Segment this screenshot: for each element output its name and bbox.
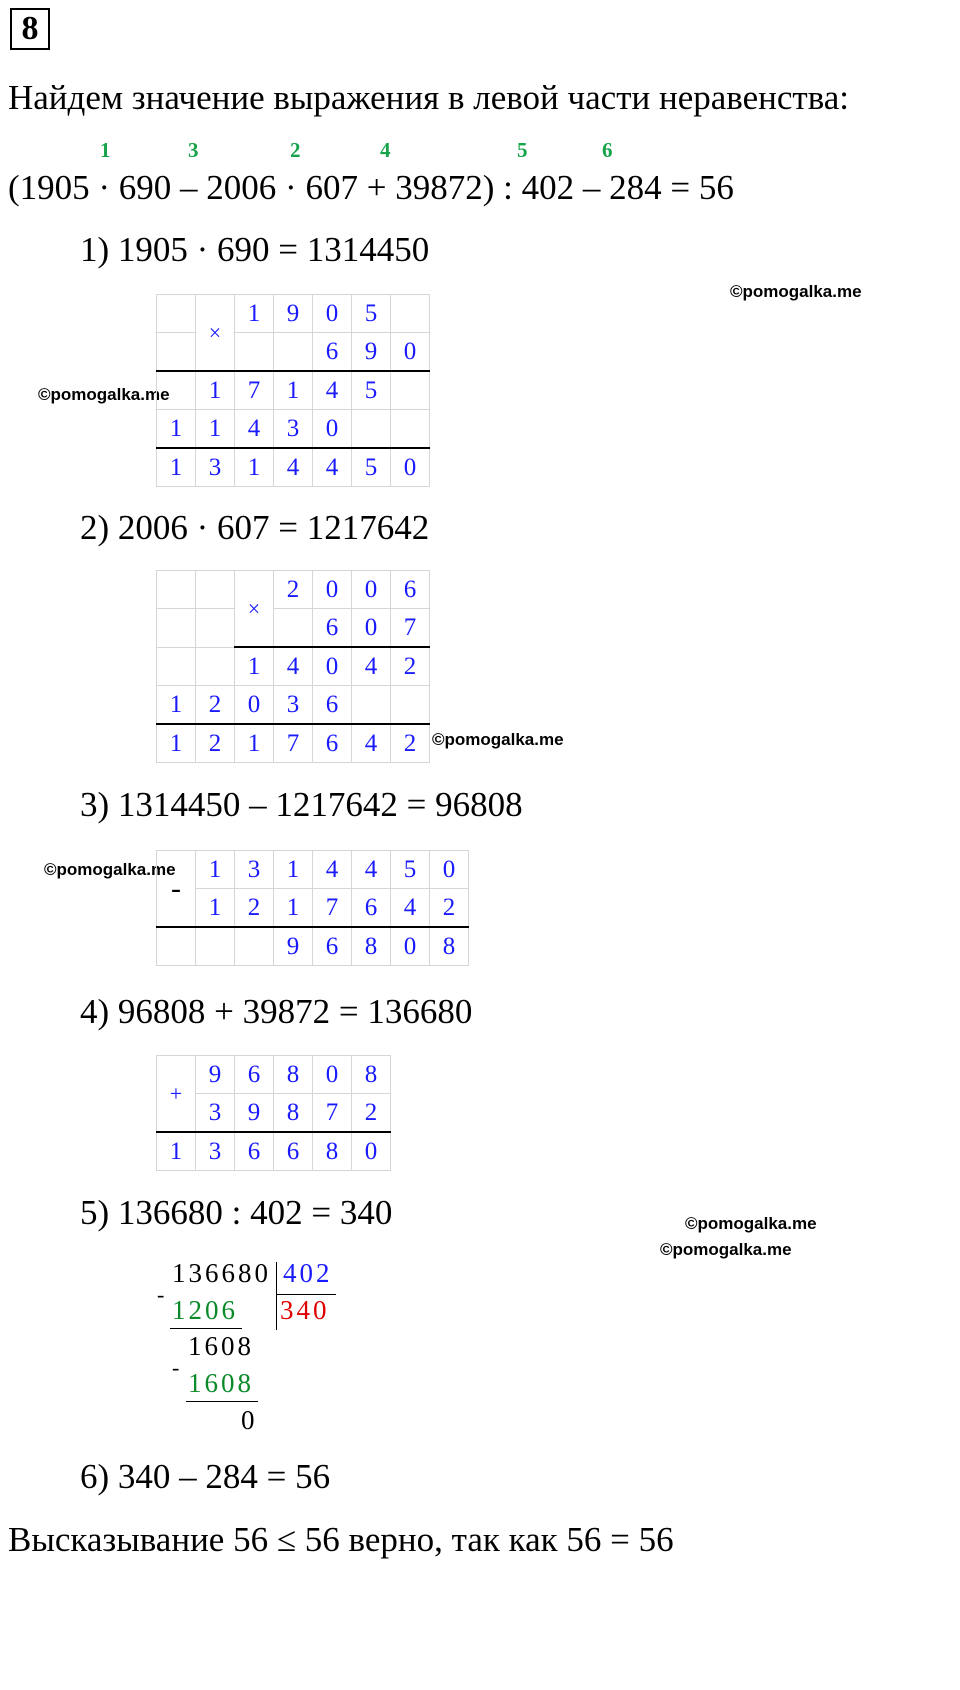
minus-sign: - — [157, 851, 196, 928]
grid-cell: 1 — [196, 851, 235, 889]
grid-cell: 1 — [274, 851, 313, 889]
grid-cell — [391, 686, 430, 725]
step-1: 1) 1905 · 690 = 1314450 — [80, 230, 430, 269]
watermark: ©pomogalka.me — [660, 1240, 792, 1259]
grid-cell: 1 — [157, 1132, 196, 1171]
grid-cell: 1 — [235, 448, 274, 487]
division-remainder: 0 — [241, 1405, 258, 1435]
division-minus: - — [172, 1355, 183, 1380]
grid-cell: 4 — [391, 889, 430, 928]
grid-cell — [157, 333, 196, 372]
addition-grid — [156, 1055, 391, 1171]
grid-cell — [274, 333, 313, 372]
grid-cell — [157, 371, 196, 410]
grid-cell: 6 — [313, 724, 352, 763]
step-4: 4) 96808 + 39872 = 136680 — [80, 992, 473, 1031]
grid-cell — [157, 927, 196, 966]
order-mark-5: 5 — [517, 138, 528, 162]
grid-cell: 9 — [352, 333, 391, 372]
grid-cell: 4 — [274, 448, 313, 487]
grid-cell: 1 — [157, 448, 196, 487]
grid-cell: 2 — [196, 686, 235, 725]
grid-cell: 1 — [196, 410, 235, 449]
grid-cell: 8 — [274, 1056, 313, 1094]
grid-cell: 0 — [235, 686, 274, 725]
grid-cell: 9 — [196, 1056, 235, 1094]
step-2: 2) 2006 · 607 = 1217642 — [80, 508, 430, 547]
subtraction-grid — [156, 850, 469, 966]
main-expression: (1905 · 690 – 2006 · 607 + 39872) : 402 – 284 = 56 — [8, 168, 734, 207]
grid-cell: 7 — [313, 889, 352, 928]
grid-cell: 6 — [274, 1132, 313, 1171]
grid-cell — [391, 295, 430, 333]
multiplication-grid-2 — [156, 570, 430, 763]
order-mark-2: 2 — [290, 138, 301, 162]
grid-cell: 6 — [235, 1132, 274, 1171]
grid-cell: 1 — [274, 371, 313, 410]
grid-cell — [157, 647, 196, 686]
division-quotient: 340 — [280, 1295, 330, 1325]
grid-cell — [157, 571, 196, 609]
grid-cell: 3 — [274, 410, 313, 449]
grid-cell — [235, 927, 274, 966]
grid-cell: 1 — [157, 410, 196, 449]
division-subtrahend-2: 1608 — [188, 1368, 254, 1398]
grid-cell: 6 — [352, 889, 391, 928]
division-dividend: 136680 — [172, 1258, 271, 1288]
grid-cell: 1 — [196, 371, 235, 410]
grid-cell: 5 — [352, 295, 391, 333]
grid-cell: 8 — [430, 927, 469, 966]
division-bracket-vertical — [276, 1262, 277, 1330]
watermark: ©pomogalka.me — [685, 1214, 817, 1233]
grid-cell: 1 — [235, 647, 274, 686]
grid-cell: 1 — [235, 724, 274, 763]
division-divisor: 402 — [283, 1258, 333, 1288]
division-line-1 — [170, 1328, 242, 1329]
grid-cell: 9 — [274, 295, 313, 333]
order-mark-3: 3 — [188, 138, 199, 162]
task-number: 8 — [10, 8, 50, 50]
grid-cell: 4 — [352, 851, 391, 889]
grid-cell: 6 — [313, 333, 352, 372]
grid-cell — [157, 295, 196, 333]
grid-cell: 2 — [235, 889, 274, 928]
grid-cell: 4 — [313, 371, 352, 410]
grid-cell — [391, 371, 430, 410]
watermark: ©pomogalka.me — [730, 282, 862, 301]
grid-cell: 1 — [235, 295, 274, 333]
grid-cell: 8 — [352, 1056, 391, 1094]
grid-cell — [196, 927, 235, 966]
grid-cell: 8 — [274, 1094, 313, 1133]
multiply-sign: × — [196, 295, 235, 372]
grid-cell: 0 — [391, 333, 430, 372]
grid-cell: 0 — [352, 609, 391, 648]
grid-cell: 0 — [391, 927, 430, 966]
grid-cell: 5 — [352, 371, 391, 410]
grid-cell: 5 — [352, 448, 391, 487]
grid-cell: 7 — [274, 724, 313, 763]
watermark: ©pomogalka.me — [44, 860, 176, 879]
grid-cell: 0 — [313, 410, 352, 449]
grid-cell: 3 — [235, 851, 274, 889]
grid-cell: 2 — [352, 1094, 391, 1133]
grid-cell: 3 — [196, 448, 235, 487]
grid-cell — [235, 333, 274, 372]
grid-cell: 6 — [313, 927, 352, 966]
grid-cell — [274, 609, 313, 648]
order-mark-6: 6 — [602, 138, 613, 162]
multiply-sign: × — [235, 571, 274, 648]
grid-cell: 1 — [157, 686, 196, 725]
grid-cell: 4 — [313, 448, 352, 487]
division-remainder-1: 1608 — [188, 1331, 254, 1361]
grid-cell: 4 — [313, 851, 352, 889]
grid-cell: 0 — [313, 647, 352, 686]
grid-cell — [196, 647, 235, 686]
grid-cell — [352, 410, 391, 449]
conclusion-text: Высказывание 56 ≤ 56 верно, так как 56 = 56 — [8, 1520, 674, 1559]
grid-cell: 6 — [313, 686, 352, 725]
grid-cell: 1 — [274, 889, 313, 928]
grid-cell: 4 — [274, 647, 313, 686]
division-subtrahend-1: 1206 — [172, 1295, 238, 1325]
grid-cell — [157, 609, 196, 648]
grid-cell: 2 — [274, 571, 313, 609]
grid-cell — [391, 410, 430, 449]
grid-cell: 0 — [313, 571, 352, 609]
grid-cell: 0 — [430, 851, 469, 889]
grid-cell: 2 — [391, 647, 430, 686]
grid-cell: 6 — [391, 571, 430, 609]
grid-cell: 1 — [196, 889, 235, 928]
grid-cell — [352, 686, 391, 725]
grid-cell: 0 — [352, 1132, 391, 1171]
step-3: 3) 1314450 – 1217642 = 96808 — [80, 785, 523, 824]
grid-cell: 1 — [157, 724, 196, 763]
grid-cell: 9 — [274, 927, 313, 966]
intro-text: Найдем значение выражения в левой части неравенства: — [8, 78, 850, 117]
grid-cell: 3 — [274, 686, 313, 725]
grid-cell: 6 — [313, 609, 352, 648]
grid-cell: 0 — [313, 295, 352, 333]
plus-sign: + — [157, 1056, 196, 1133]
grid-cell: 0 — [352, 571, 391, 609]
grid-cell: 0 — [313, 1056, 352, 1094]
grid-cell: 8 — [313, 1132, 352, 1171]
grid-cell: 3 — [196, 1094, 235, 1133]
division-minus: - — [157, 1282, 168, 1307]
division-line-2 — [186, 1401, 258, 1402]
grid-cell: 8 — [352, 927, 391, 966]
grid-cell: 4 — [352, 647, 391, 686]
multiplication-grid-1 — [156, 294, 430, 487]
order-mark-1: 1 — [100, 138, 111, 162]
grid-cell: 5 — [391, 851, 430, 889]
grid-cell — [196, 609, 235, 648]
grid-cell: 0 — [391, 448, 430, 487]
order-mark-4: 4 — [380, 138, 391, 162]
grid-cell: 7 — [313, 1094, 352, 1133]
grid-cell: 4 — [235, 410, 274, 449]
grid-cell: 2 — [391, 724, 430, 763]
watermark: ©pomogalka.me — [432, 730, 564, 749]
grid-cell: 2 — [430, 889, 469, 928]
step-6: 6) 340 – 284 = 56 — [80, 1457, 331, 1496]
grid-cell: 2 — [196, 724, 235, 763]
grid-cell: 4 — [352, 724, 391, 763]
grid-cell: 9 — [235, 1094, 274, 1133]
grid-cell: 6 — [235, 1056, 274, 1094]
grid-cell: 7 — [235, 371, 274, 410]
grid-cell: 7 — [391, 609, 430, 648]
grid-cell — [196, 571, 235, 609]
watermark: ©pomogalka.me — [38, 385, 170, 404]
step-5: 5) 136680 : 402 = 340 — [80, 1193, 393, 1232]
grid-cell: 3 — [196, 1132, 235, 1171]
